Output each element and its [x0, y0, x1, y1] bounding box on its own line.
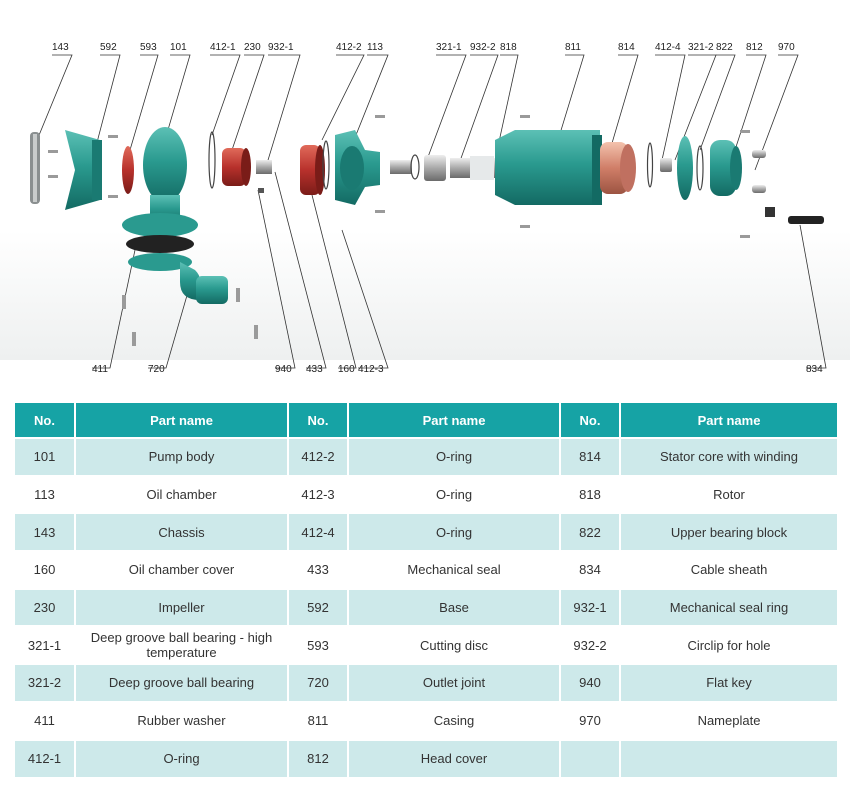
part-number-cell: 101: [15, 438, 75, 476]
floor-shadow: [0, 230, 850, 360]
callout-812: 812: [746, 42, 763, 53]
part-name-cell: Mechanical seal: [348, 551, 560, 589]
callout-970: 970: [778, 42, 795, 53]
callout-113: 113: [367, 42, 383, 53]
part-number-cell: 812: [288, 740, 348, 778]
table-header-row: [15, 403, 837, 438]
part-970-nameplate: [752, 150, 775, 217]
table-row: [15, 513, 837, 551]
part-592-base: [65, 130, 102, 210]
part-number-cell: 412-2: [288, 438, 348, 476]
part-name-cell: Chassis: [75, 513, 288, 551]
part-name-cell: [620, 740, 837, 778]
part-number-cell: 593: [288, 626, 348, 664]
callout-940: 940: [275, 364, 292, 375]
part-name-cell: Pump body: [75, 438, 288, 476]
callout-101: 101: [170, 42, 187, 53]
part-411-rubber-washer: [126, 235, 194, 253]
part-name-cell: Stator core with winding: [620, 438, 837, 476]
part-433-mechanical-seal: [390, 155, 446, 181]
part-name-cell: Deep groove ball bearing: [75, 664, 288, 702]
part-number-cell: [560, 740, 620, 778]
part-number-cell: 811: [288, 702, 348, 740]
table-row: [15, 551, 837, 589]
part-name-cell: Mechanical seal ring: [620, 589, 837, 627]
part-number-cell: 412-4: [288, 513, 348, 551]
part-number-cell: 230: [15, 589, 75, 627]
callout-592: 592: [100, 42, 117, 53]
header-no-2: No.: [288, 403, 348, 438]
callout-834: 834: [806, 364, 823, 375]
callout-230: 230: [244, 42, 261, 53]
part-number-cell: 932-1: [560, 589, 620, 627]
callout-143: 143: [52, 42, 69, 53]
part-593-cutting-disc: [122, 146, 134, 194]
part-name-cell: Upper bearing block: [620, 513, 837, 551]
callout-593: 593: [140, 42, 157, 53]
part-814-stator-core: [600, 142, 636, 194]
callout-411: 411: [92, 364, 108, 375]
callout-412-3: 412-3: [358, 364, 384, 375]
callout-932-2: 932-2: [470, 42, 496, 53]
callout-412-1: 412-1: [210, 42, 236, 53]
part-412-1-o-ring: [209, 132, 215, 188]
part-818-rotor: [450, 156, 498, 180]
part-name-cell: Oil chamber: [75, 476, 288, 514]
part-name-cell: O-ring: [348, 476, 560, 514]
table-row: [15, 740, 837, 778]
parts-table: [15, 403, 837, 777]
header-no-1: No.: [15, 403, 75, 438]
callout-814: 814: [618, 42, 635, 53]
part-number-cell: 433: [288, 551, 348, 589]
callout-321-1: 321-1: [436, 42, 462, 53]
header-part-name-1: Part name: [75, 403, 288, 438]
callout-412-4: 412-4: [655, 42, 681, 53]
part-230-impeller: [222, 148, 251, 186]
part-number-cell: 940: [560, 664, 620, 702]
callout-932-1: 932-1: [268, 42, 294, 53]
part-number-cell: 970: [560, 702, 620, 740]
part-number-cell: 592: [288, 589, 348, 627]
part-811-casing: [495, 130, 602, 205]
callout-822: 822: [716, 42, 733, 53]
table-row: [15, 476, 837, 514]
parts-table-body: [15, 438, 837, 777]
part-name-cell: Nameplate: [620, 702, 837, 740]
header-no-3: No.: [560, 403, 620, 438]
part-number-cell: 834: [560, 551, 620, 589]
part-name-cell: Flat key: [620, 664, 837, 702]
part-number-cell: 818: [560, 476, 620, 514]
part-name-cell: O-ring: [348, 513, 560, 551]
part-834-cable-sheath: [788, 216, 824, 224]
part-113-oil-chamber: [335, 130, 380, 205]
part-name-cell: Outlet joint: [348, 664, 560, 702]
table-row: [15, 664, 837, 702]
part-number-cell: 814: [560, 438, 620, 476]
part-number-cell: 321-2: [15, 664, 75, 702]
part-number-cell: 143: [15, 513, 75, 551]
part-822-upper-bearing-block: [677, 136, 693, 200]
callout-412-2: 412-2: [336, 42, 362, 53]
part-name-cell: Base: [348, 589, 560, 627]
part-160-oil-chamber-cover: [300, 145, 325, 195]
part-name-cell: Circlip for hole: [620, 626, 837, 664]
callout-321-2: 321-2: [688, 42, 714, 53]
callout-160: 160: [338, 364, 355, 375]
part-name-cell: Cutting disc: [348, 626, 560, 664]
callout-811: 811: [565, 42, 581, 53]
part-number-cell: 932-2: [560, 626, 620, 664]
part-932-1-seal-ring: [256, 160, 272, 193]
part-name-cell: O-ring: [75, 740, 288, 778]
part-number-cell: 411: [15, 702, 75, 740]
header-part-name-3: Part name: [620, 403, 837, 438]
part-number-cell: 113: [15, 476, 75, 514]
callouts-bottom: [92, 364, 823, 375]
part-812-head-cover: [697, 140, 742, 196]
part-number-cell: 720: [288, 664, 348, 702]
part-number-cell: 412-3: [288, 476, 348, 514]
part-name-cell: Deep groove ball bearing - high temperature: [75, 626, 288, 664]
table-row: [15, 438, 837, 476]
part-name-cell: O-ring: [348, 438, 560, 476]
part-number-cell: 412-1: [15, 740, 75, 778]
table-row: [15, 589, 837, 627]
part-number-cell: 160: [15, 551, 75, 589]
part-101-pump-body: [122, 127, 198, 237]
callouts-top: [52, 42, 795, 53]
part-412-4-o-ring: [648, 143, 673, 187]
table-row: [15, 702, 837, 740]
callout-433: 433: [306, 364, 323, 375]
header-part-name-2: Part name: [348, 403, 560, 438]
exploded-view-diagram: [0, 0, 850, 395]
part-name-cell: Cable sheath: [620, 551, 837, 589]
part-name-cell: Casing: [348, 702, 560, 740]
callout-818: 818: [500, 42, 517, 53]
part-number-cell: 321-1: [15, 626, 75, 664]
part-name-cell: Head cover: [348, 740, 560, 778]
part-name-cell: Rotor: [620, 476, 837, 514]
part-143-chassis: [30, 132, 40, 204]
callout-720: 720: [148, 364, 165, 375]
part-number-cell: 822: [560, 513, 620, 551]
part-name-cell: Rubber washer: [75, 702, 288, 740]
table-row: [15, 626, 837, 664]
part-name-cell: Impeller: [75, 589, 288, 627]
part-name-cell: Oil chamber cover: [75, 551, 288, 589]
